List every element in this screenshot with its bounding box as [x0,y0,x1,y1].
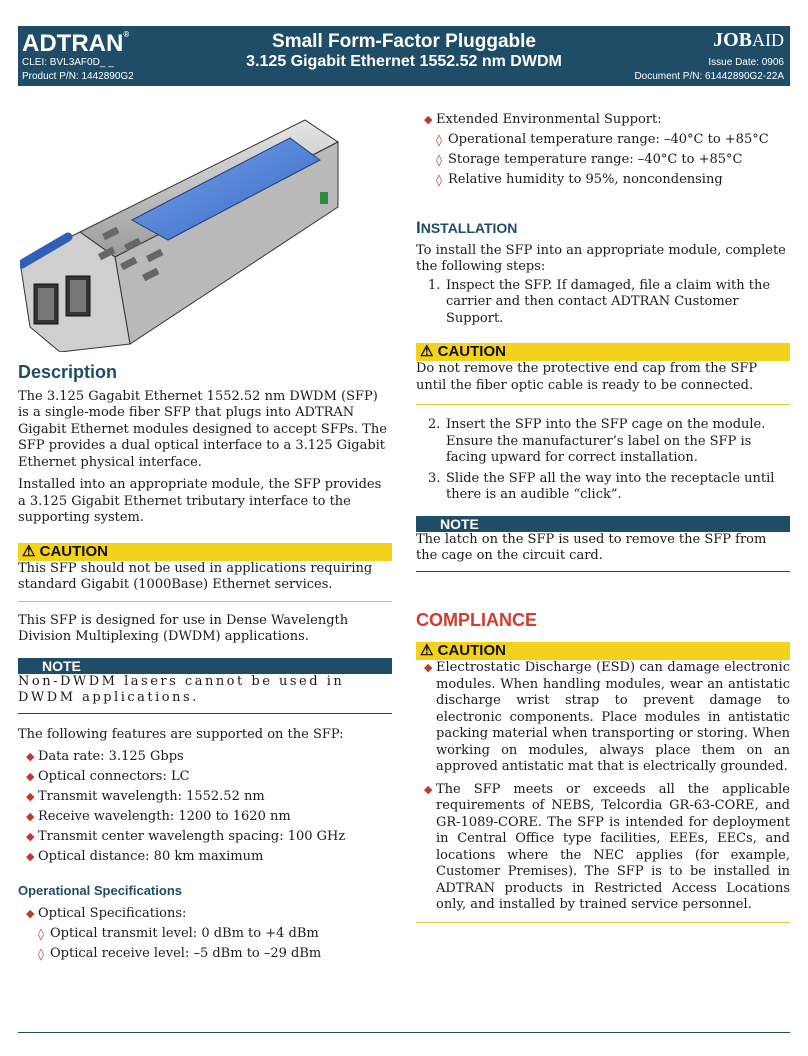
description-heading: Description [18,362,118,382]
left-column [18,364,392,964]
caution-text: Do not remove the protective end cap from the SFP until the fiber optic cable is ready to be connected. [416,361,790,405]
compliance-list [416,660,790,923]
adtran-logo: ADTRAN® [22,30,130,57]
caution-banner: ⚠ CAUTION [416,642,790,660]
list-item: 1. Inspect the SFP. If damaged, file a claim with the carrier and then contact ADTRAN Customer Support. [428,277,771,326]
caution-banner: ⚠ CAUTION [18,543,392,561]
list-item: ◆ Transmit center wavelength spacing: 100 GHz [18,827,392,847]
list-item: ◆ Transmit wavelength: 1552.52 nm [18,787,392,807]
operational-specs-heading: Operational Specifications [18,883,182,898]
bullet-diamond-icon: ◆ [26,790,35,803]
list-item: ◆ The SFP meets or exceeds all the applicable requirements of NEBS, Telcordia GR-63-CORE, and GR-1089-CORE. The SFP is intended for deployment in Central Office type facilities, EEEs, EECs, and locations where the NEC applies (for example, Customer Premises). The SFP is to be installed in ADTRAN products in Restricted Access Locations only, and installed by trained service personnel. [424,781,790,912]
bullet-diamond-icon: ◆ [26,810,35,823]
bullet-diamond-icon: ◆ [424,782,433,796]
bullet-diamond-icon: ◆ [26,770,35,783]
optical-spec-list [18,904,392,924]
env-support-list [416,110,790,130]
list-item: 2. Insert the SFP into the SFP cage on the module. Ensure the manufacturer’s label on the SFP is facing upward for correct installation. [428,417,766,465]
list-item: ◆ Receive wavelength: 1200 to 1620 nm [18,807,392,827]
list-item: ◆ Optical Specifications: [18,904,392,924]
warning-icon: ⚠ [22,542,36,560]
description-paragraph-2: Installed into an appropriate module, the SFP provides a 3.125 Gigabit Ethernet tributary interface to the supporting system. [18,477,382,525]
dwdm-statement: This SFP is designed for use in Dense Wavelength Division Multiplexing (DWDM) applications. [18,612,349,644]
note-text: The latch on the SFP is used to remove the SFP from the cage on the circuit card. [416,532,790,572]
issue-date: Issue Date: 0906 [708,57,784,68]
installation-steps-1 [416,278,790,328]
bullet-diamond-icon: ◆ [26,750,35,763]
bullet-open-diamond-icon: ◊ [436,153,442,167]
bullet-open-diamond-icon: ◊ [38,926,44,941]
warning-icon: ⚠ [420,642,434,659]
footer-rule [18,1032,790,1033]
installation-steps-2 [416,417,790,504]
optical-spec-sublist [18,924,392,964]
features-intro: The following features are supported on the SFP: [18,726,344,742]
caution-banner: ⚠ CAUTION [416,343,790,361]
installation-intro: To install the SFP into an appropriate module, complete the following steps: [416,242,786,274]
right-column [416,110,790,923]
list-item: ◊ Storage temperature range: –40°C to +85°C [416,150,790,170]
bullet-diamond-icon: ◆ [26,850,35,863]
list-item: ◆ Optical distance: 80 km maximum [18,847,392,867]
list-item: ◊ Optical transmit level: 0 dBm to +4 dBm [18,924,392,944]
env-support-sublist [416,130,790,190]
bullet-diamond-icon: ◆ [424,113,433,126]
list-item: ◆ Optical connectors: LC [18,767,392,787]
features-list [18,747,392,867]
list-item: ◊ Relative humidity to 95%, noncondensing [416,170,790,190]
warning-icon: ⚠ [420,343,434,360]
caution-text: This SFP should not be used in applications requiring standard Gigabit (1000Base) Ethernet services. [18,561,392,602]
bullet-open-diamond-icon: ◊ [436,173,442,187]
list-item: ◆ Electrostatic Discharge (ESD) can damage electronic modules. When handling modules, wear an antistatic discharge wrist strap to prevent damage to electronic components. Place modules in antistatic packing material when transporting or storing. When working on modules, always place them on an approved antistatic mat that is electrically grounded. [424,660,790,774]
sfp-module-illustration [20,112,360,352]
list-item: ◊ Operational temperature range: –40°C to +85°C [416,130,790,150]
note-text: Non-DWDM lasers cannot be used in DWDM applications. [18,674,392,714]
jobaid-logo: JOBAID [713,29,784,51]
product-part-number: Product P/N: 1442890G2 [22,71,134,82]
note-banner: NOTE [416,516,790,532]
document-header [18,26,790,86]
document-title: Small Form-Factor Pluggable [272,31,536,52]
bullet-open-diamond-icon: ◊ [436,133,442,147]
list-item: ◊ Optical receive level: –5 dBm to –29 dBm [18,944,392,964]
document-part-number: Document P/N: 61442890G2-22A [634,71,784,82]
bullet-open-diamond-icon: ◊ [38,946,44,961]
list-item: 3. Slide the SFP all the way into the receptacle until there is an audible “click”. [428,470,775,502]
description-paragraph-1: The 3.125 Gagabit Ethernet 1552.52 nm DWDM (SFP) is a single-mode fiber SFP that plugs into ADTRAN Gigabit Ethernet modules designed to accept SFPs. The SFP provides a dual optical interface to a 3.125 Gigabit Ethernet physical interface. [18,388,387,470]
compliance-heading: COMPLIANCE [416,609,537,630]
list-item: ◆ Data rate: 3.125 Gbps [18,747,392,767]
installation-heading: INSTALLATION [416,218,518,237]
list-item: ◆ Extended Environmental Support: [416,110,790,130]
note-banner: NOTE [18,658,392,674]
bullet-diamond-icon: ◆ [26,906,35,920]
bullet-diamond-icon: ◆ [424,661,433,674]
clei-code: CLEI: BVL3AF0D_ _ [22,57,114,68]
document-subtitle: 3.125 Gigabit Ethernet 1552.52 nm DWDM [246,53,562,70]
bullet-diamond-icon: ◆ [26,830,35,843]
